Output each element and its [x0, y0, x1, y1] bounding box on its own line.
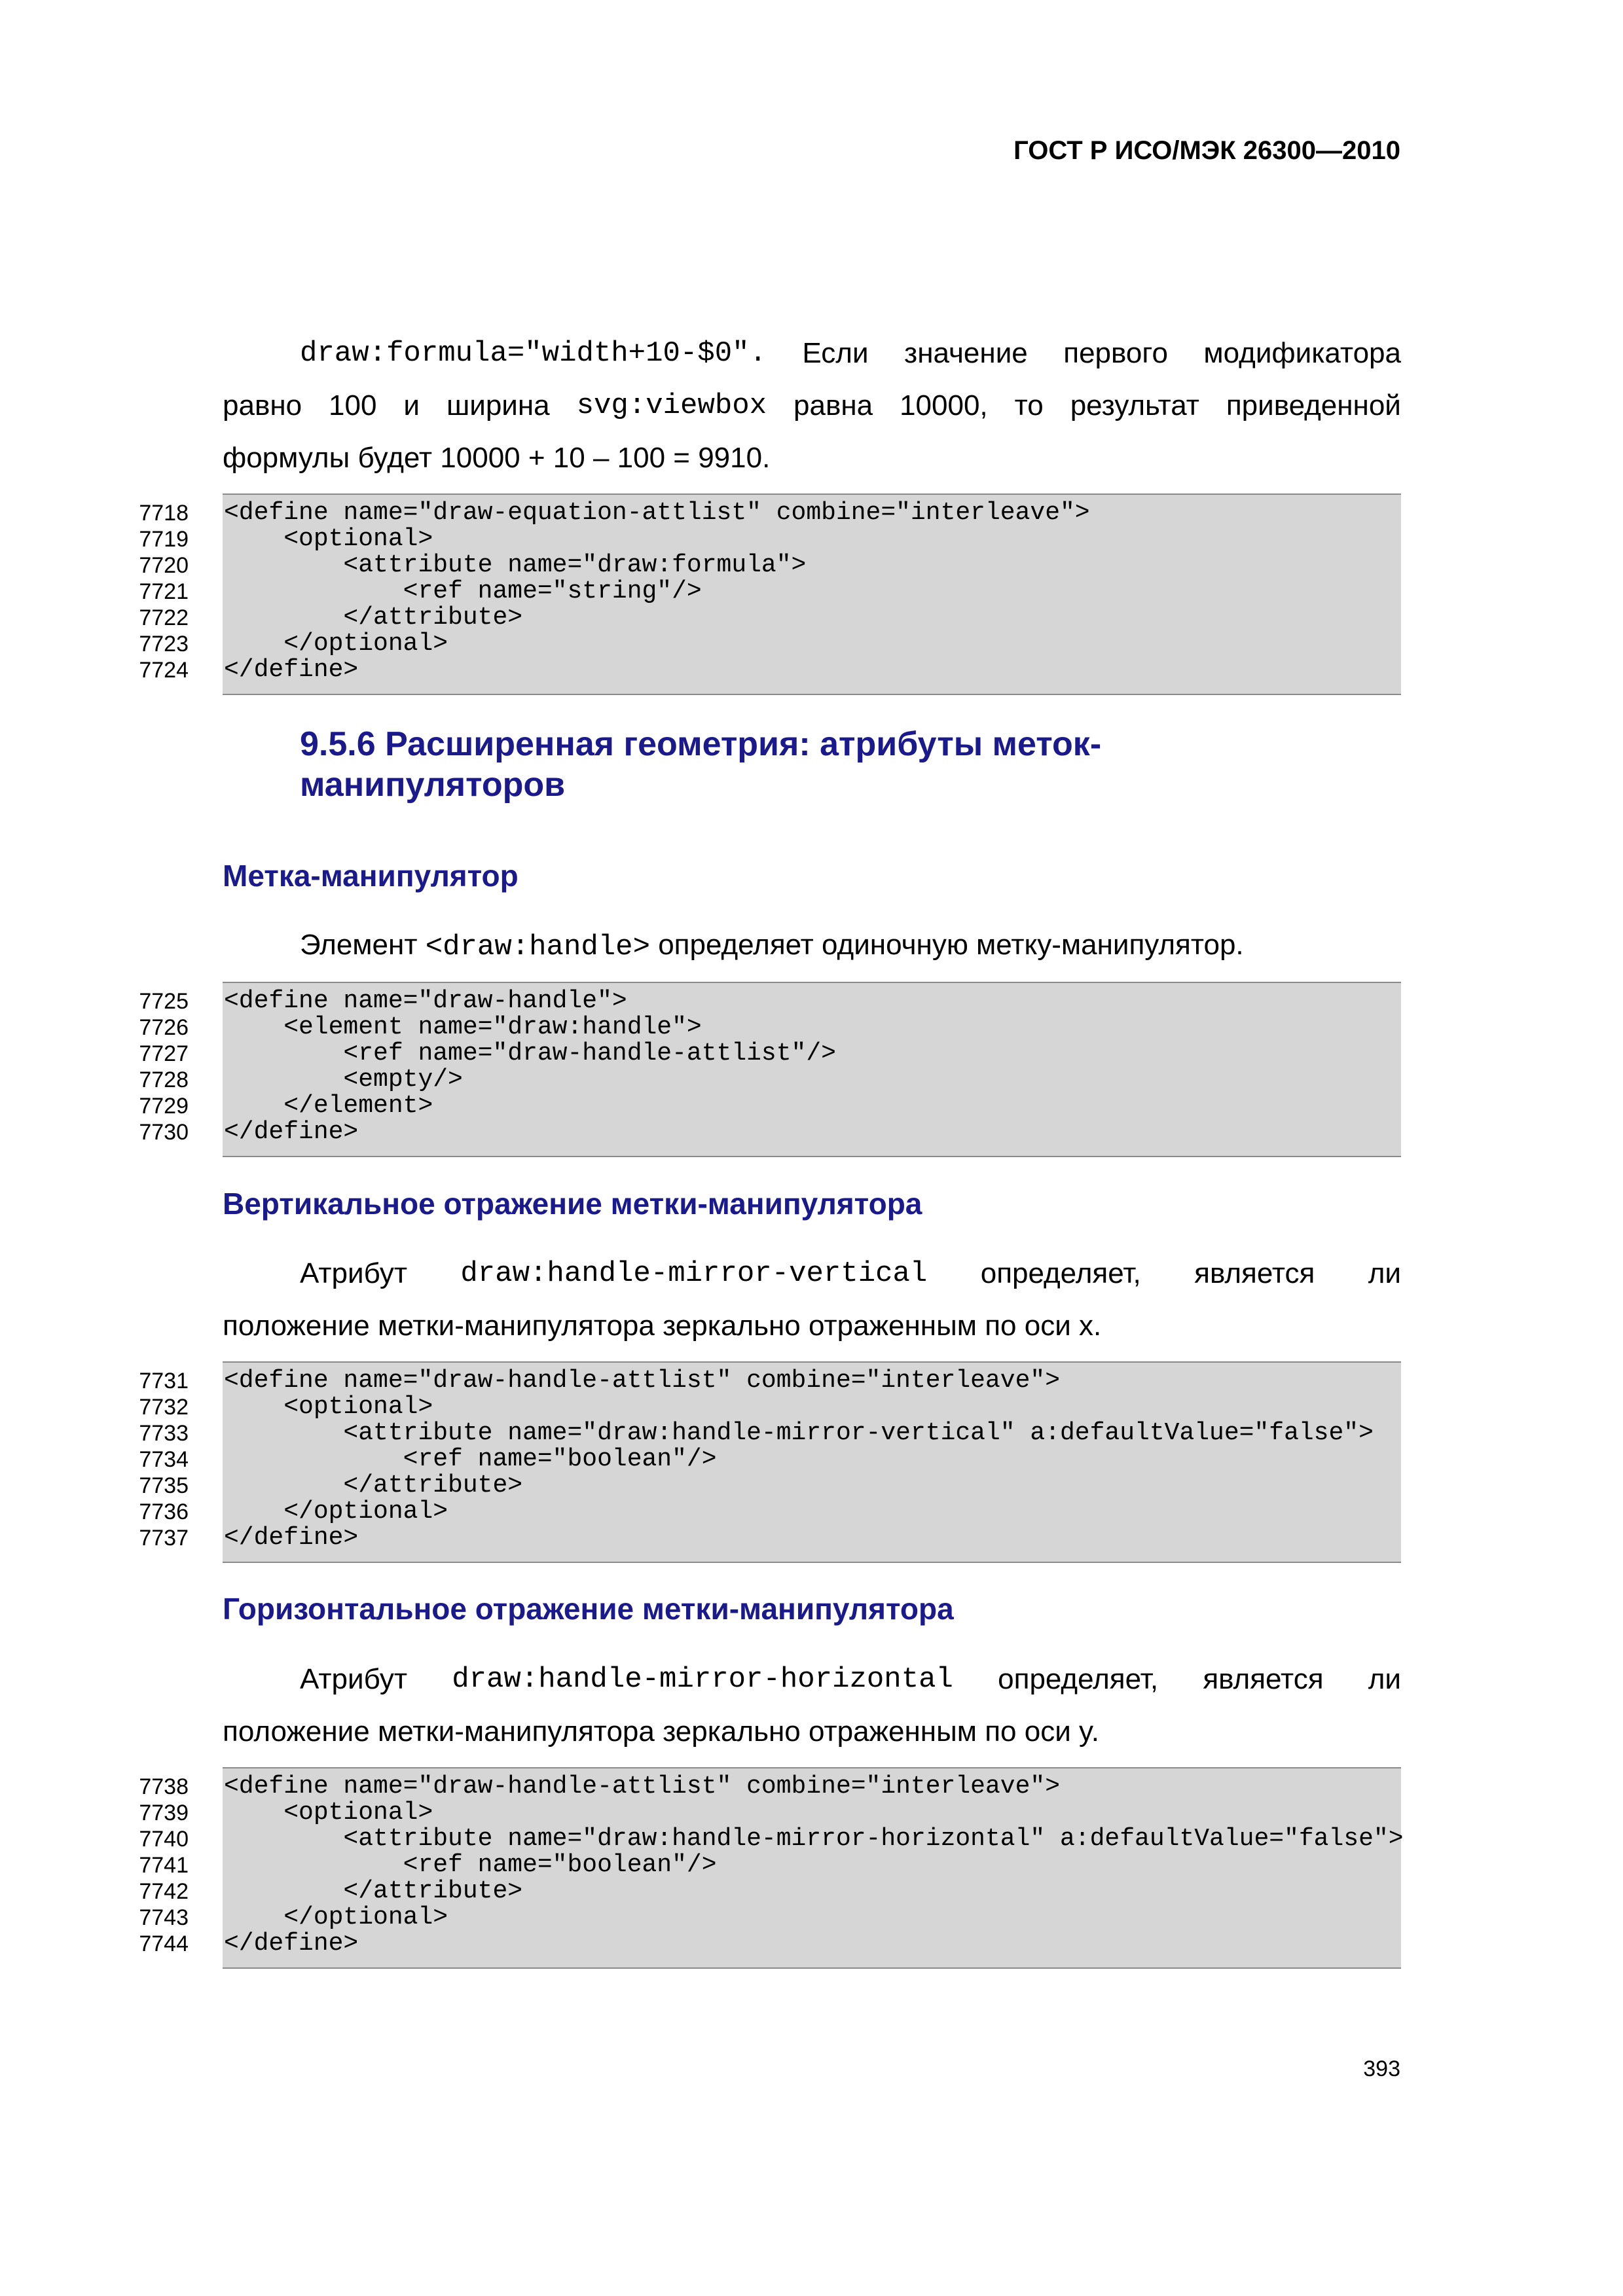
code-text: <define name="draw-handle">	[224, 987, 627, 1015]
subsection-heading-horizontal: Горизонтальное отражение метки-манипулятора	[223, 1592, 954, 1626]
code-text: </attribute>	[224, 603, 523, 632]
vertical-word: определяет,	[980, 1257, 1141, 1289]
horizontal-word: является	[1203, 1663, 1324, 1695]
line-number: 7733	[139, 1421, 189, 1446]
intro-word: 10000,	[900, 389, 988, 422]
line-number: 7730	[139, 1120, 189, 1145]
line-number: 7740	[139, 1827, 189, 1852]
line-number: 7741	[139, 1853, 189, 1878]
horizontal-paragraph	[223, 1653, 1401, 1758]
line-number: 7721	[139, 579, 189, 604]
code-text: </define>	[224, 1524, 359, 1552]
line-number: 7739	[139, 1801, 189, 1825]
line-number: 7726	[139, 1015, 189, 1040]
handle-text-a: Элемент	[300, 929, 426, 961]
code-text: </optional>	[224, 1903, 448, 1931]
line-number: 7737	[139, 1526, 189, 1551]
handle-line	[223, 919, 1401, 973]
intro-word: ширина	[446, 389, 550, 422]
code-text: <optional>	[224, 1799, 433, 1827]
intro-word: приведенной	[1226, 389, 1401, 422]
viewbox-code: svg:viewbox	[576, 389, 767, 422]
intro-word: значение	[904, 337, 1028, 369]
code-text: </define>	[224, 1118, 359, 1146]
line-number: 7738	[139, 1774, 189, 1799]
line-number: 7725	[139, 989, 189, 1014]
horizontal-word: Атрибут	[300, 1663, 407, 1695]
vertical-line-1	[223, 1247, 1401, 1300]
vertical-word: Атрибут	[300, 1257, 407, 1289]
line-number: 7723	[139, 632, 189, 656]
line-number: 7743	[139, 1905, 189, 1930]
handle-element-code: <draw:handle>	[425, 931, 650, 963]
code-text: <attribute name="draw:handle-mirror-vertical" a:defaultValue="false">	[224, 1419, 1374, 1447]
code-text: <ref name="draw-handle-attlist"/>	[224, 1039, 836, 1067]
line-number: 7734	[139, 1447, 189, 1472]
handle-text-b: определяет одиночную метку-манипулятор.	[649, 929, 1244, 961]
code-text: </attribute>	[224, 1877, 523, 1905]
line-number: 7719	[139, 527, 189, 552]
line-number: 7732	[139, 1395, 189, 1420]
handle-paragraph	[223, 919, 1401, 973]
intro-paragraph	[223, 327, 1401, 484]
code-text: <empty/>	[224, 1066, 463, 1094]
code-text: <element name="draw:handle">	[224, 1013, 702, 1041]
formula-code: draw:formula="width+10-$0".	[300, 337, 767, 370]
code-text: <define name="draw-handle-attlist" combine="interleave">	[224, 1772, 1061, 1801]
code-text: <attribute name="draw:formula">	[224, 551, 807, 579]
line-number: 7731	[139, 1369, 189, 1393]
page-number: 393	[1363, 2056, 1400, 2081]
line-number: 7724	[139, 658, 189, 683]
line-number: 7720	[139, 553, 189, 578]
page-header-doc-id: ГОСТ Р ИСО/МЭК 26300—2010	[1013, 136, 1400, 165]
horizontal-attribute-code: draw:handle-mirror-horizontal	[452, 1663, 953, 1696]
line-number: 7742	[139, 1879, 189, 1904]
vertical-paragraph	[223, 1247, 1401, 1352]
code-text: <optional>	[224, 1393, 433, 1421]
line-number: 7722	[139, 605, 189, 630]
intro-word: равно	[223, 389, 302, 422]
code-text: <optional>	[224, 525, 433, 553]
vertical-word: является	[1194, 1257, 1315, 1289]
vertical-line-2: положение метки-манипулятора зеркально отраженным по оси x.	[223, 1310, 1102, 1342]
code-text: <define name="draw-handle-attlist" combine="interleave">	[224, 1367, 1061, 1395]
vertical-attribute-code: draw:handle-mirror-vertical	[460, 1257, 928, 1290]
horizontal-line-2: положение метки-манипулятора зеркально отраженным по оси y.	[223, 1715, 1099, 1748]
intro-word: Если	[802, 337, 869, 369]
code-text: </define>	[224, 1929, 359, 1958]
code-text: <ref name="boolean"/>	[224, 1851, 717, 1879]
intro-word: результат	[1070, 389, 1199, 422]
intro-line-3: формулы будет 10000 + 10 – 100 = 9910.	[223, 442, 771, 474]
code-text: <ref name="boolean"/>	[224, 1445, 717, 1473]
line-number: 7729	[139, 1094, 189, 1119]
intro-word: то	[1014, 389, 1044, 422]
line-number: 7728	[139, 1067, 189, 1092]
line-number: 7736	[139, 1499, 189, 1524]
horizontal-word: определяет,	[998, 1663, 1159, 1695]
subsection-heading-handle: Метка-манипулятор	[223, 859, 519, 893]
code-text: <ref name="string"/>	[224, 577, 702, 605]
horizontal-line-1	[223, 1653, 1401, 1706]
code-text: </define>	[224, 656, 359, 684]
code-text: <attribute name="draw:handle-mirror-horizontal" a:defaultValue="false">	[224, 1825, 1404, 1853]
intro-word: 100	[329, 389, 377, 422]
intro-word: модификатора	[1203, 337, 1401, 369]
intro-line-1	[223, 327, 1401, 380]
intro-line-2	[223, 380, 1401, 432]
code-text: </element>	[224, 1092, 433, 1120]
intro-word: первого	[1063, 337, 1168, 369]
subsection-heading-vertical: Вертикальное отражение метки-манипулятора	[223, 1187, 922, 1221]
line-number: 7744	[139, 1931, 189, 1956]
code-text: </optional>	[224, 1498, 448, 1526]
section-heading: 9.5.6 Расширенная геометрия: атрибуты меток-манипуляторов	[300, 725, 1102, 804]
code-text: </attribute>	[224, 1471, 523, 1499]
horizontal-word: ли	[1368, 1663, 1401, 1695]
intro-word: и	[403, 389, 420, 422]
line-number: 7735	[139, 1473, 189, 1498]
code-text: <define name="draw-equation-attlist" combine="interleave">	[224, 499, 1090, 527]
line-number: 7718	[139, 501, 189, 526]
line-number: 7727	[139, 1041, 189, 1066]
vertical-word: ли	[1368, 1257, 1401, 1289]
code-text: </optional>	[224, 630, 448, 658]
intro-word: равна	[793, 389, 873, 422]
